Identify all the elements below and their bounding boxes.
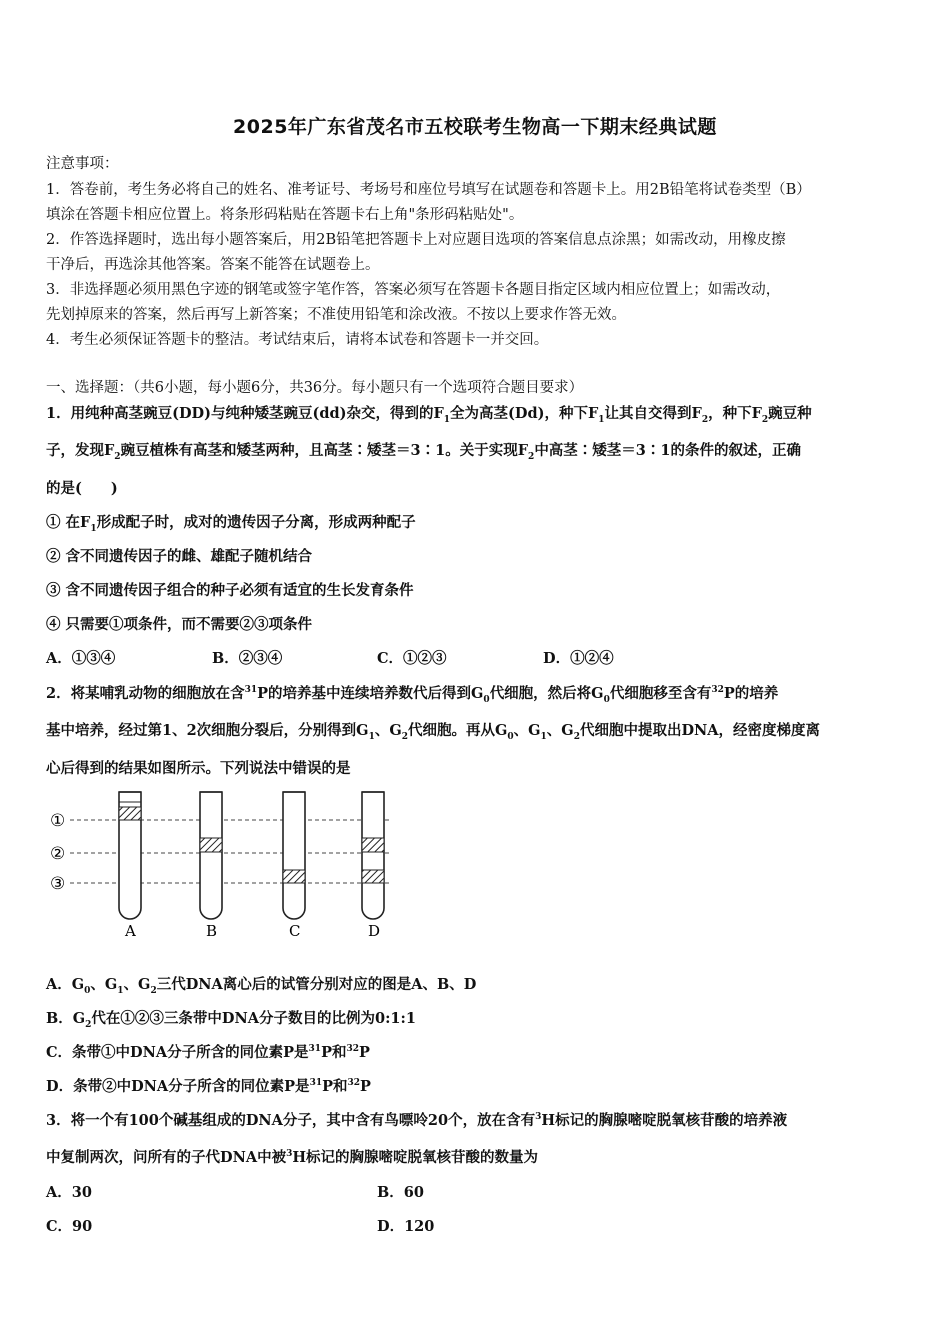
notice-heading: 注意事项： — [46, 156, 119, 172]
q2-stem-line1: 2．将某哺乳动物的细胞放在含$^{31}$P的培养基中连续培养数代后得到$G_0$代细胞，然后将$G_0$代细胞移至含有$^{32}$P的培养 — [46, 685, 779, 705]
q1-option-a[interactable]: A．①③④ — [46, 650, 116, 667]
notice-line: 先划掉原来的答案，然后再写上新答案；不准使用铅笔和涂改液。不按以上要求作答无效。 — [46, 307, 626, 323]
tube-b-band — [200, 838, 222, 852]
q3-stem-line1: 3．将一个有100个碱基组成的DNA分子，其中含有鸟嘌呤20个，放在含有$^3$H标记的胸腺嘧啶脱氧核苷酸的培养液 — [46, 1112, 788, 1129]
tube-c — [283, 792, 305, 919]
q3-option-b[interactable]: B．60 — [377, 1184, 424, 1201]
tube-d — [362, 792, 384, 919]
tube-b — [200, 792, 222, 919]
tube-d-band-lower — [362, 870, 384, 883]
q2-option-b[interactable]: B．$G_2$代在①②③三条带中DNA分子数目的比例为0:1:1 — [46, 1010, 416, 1030]
q1-statement-4: ④ 只需要①项条件，而不需要②③项条件 — [46, 616, 313, 633]
q2-stem-line2: 基中培养，经过第1、2次细胞分裂后，分别得到$G_1$、$G_2$代细胞。再从$G_0$、$G_1$、$G_2$代细胞中提取出DNA，经密度梯度离 — [46, 722, 821, 742]
tube-a-band — [119, 807, 141, 820]
q2-option-c[interactable]: C．条带①中DNA分子所含的同位素P是$^{31}$P和$^{32}$P — [46, 1044, 370, 1061]
q1-stem-line3: 的是( ) — [46, 480, 118, 497]
band-label-2: ② — [50, 844, 66, 864]
q3-option-c[interactable]: C．90 — [46, 1218, 93, 1235]
notice-line: 填涂在答题卡相应位置上。将条形码粘贴在答题卡右上角"条形码粘贴处"。 — [46, 207, 524, 223]
q1-stem-line1: 1．用纯种高茎豌豆(DD)与纯种矮茎豌豆(dd)杂交，得到的$F_1$全为高茎(Dd)，种下$F_1$让其自交得到$F_2$，种下$F_2$豌豆种 — [46, 405, 812, 425]
q2-stem-line3: 心后得到的结果如图所示。下列说法中错误的是 — [46, 760, 351, 777]
q1-statement-1: ① 在$F_1$形成配子时，成对的遗传因子分离，形成两种配子 — [46, 514, 416, 534]
q2-option-d[interactable]: D．条带②中DNA分子所含的同位素P是$^{31}$P和$^{32}$P — [46, 1078, 371, 1095]
q2-option-a[interactable]: A．$G_0$、$G_1$、$G_2$三代DNA离心后的试管分别对应的图是A、B、D — [46, 976, 477, 996]
q3-option-a[interactable]: A．30 — [46, 1184, 92, 1201]
section-heading: 一、选择题：（共6小题，每小题6分，共36分。每小题只有一个选项符合题目要求） — [46, 380, 584, 396]
q1-option-b[interactable]: B．②③④ — [212, 650, 283, 667]
tube-label-c: C — [289, 922, 301, 940]
page-title: 2025年广东省茂名市五校联考生物高一下期末经典试题 — [233, 116, 717, 138]
q3-stem-line2: 中复制两次，问所有的子代DNA中被$^3$H标记的胸腺嘧啶脱氧核苷酸的数量为 — [46, 1149, 539, 1166]
tube-d-band-upper — [362, 838, 384, 852]
q1-option-c[interactable]: C．①②③ — [377, 650, 447, 667]
notice-line: 2．作答选择题时，选出每小题答案后，用2B铅笔把答题卡上对应题目选项的答案信息点涂黑；如需改动，用橡皮擦 — [46, 232, 786, 248]
tube-label-b: B — [206, 922, 218, 940]
tube-label-a: A — [125, 922, 136, 940]
band-label-1: ① — [50, 811, 66, 831]
tube-c-band — [283, 870, 305, 883]
band-label-3: ③ — [50, 874, 66, 894]
q1-option-d[interactable]: D．①②④ — [543, 650, 614, 667]
notice-line: 4．考生必须保证答题卡的整洁。考试结束后，请将本试卷和答题卡一并交回。 — [46, 332, 549, 348]
q1-stem-line2: 子，发现$F_2$豌豆植株有高茎和矮茎两种，且高茎∶矮茎＝3∶1。关于实现$F_2$中高茎∶矮茎＝3∶1的条件的叙述，正确 — [46, 442, 801, 462]
notice-line: 干净后，再选涂其他答案。答案不能答在试题卷上。 — [46, 257, 380, 273]
notice-line: 1．答卷前，考生务必将自己的姓名、准考证号、考场号和座位号填写在试题卷和答题卡上。用2B铅笔将试卷类型（B） — [46, 182, 811, 198]
q1-statement-3: ③ 含不同遗传因子组合的种子必须有适宜的生长发育条件 — [46, 582, 414, 599]
centrifuge-tubes-figure — [46, 784, 406, 944]
q1-statement-2: ② 含不同遗传因子的雌、雄配子随机结合 — [46, 548, 313, 565]
notice-line: 3．非选择题必须用黑色字迹的钢笔或签字笔作答，答案必须写在答题卡各题目指定区域内相应位置上；如需改动， — [46, 282, 781, 298]
q3-option-d[interactable]: D．120 — [377, 1218, 435, 1235]
tube-label-d: D — [368, 922, 381, 940]
